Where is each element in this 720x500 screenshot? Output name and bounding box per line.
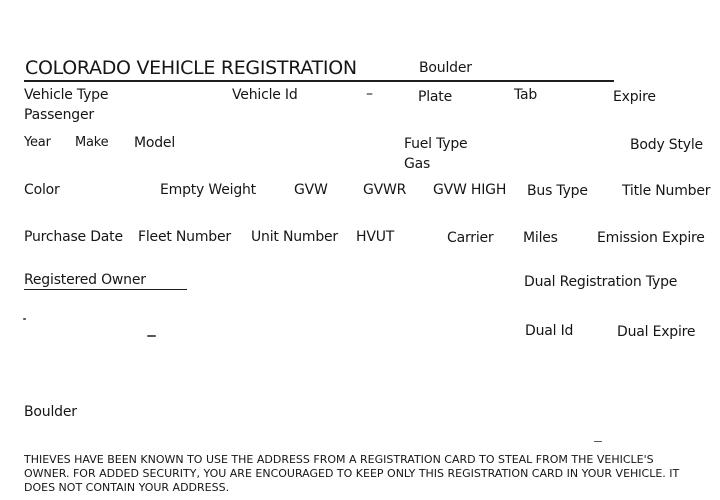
vehicle-id-dash: – <box>366 86 373 102</box>
vehicle-type-label: Vehicle Type <box>24 87 109 103</box>
vehicle-type-value: Passenger <box>24 107 94 123</box>
color-label: Color <box>24 182 60 198</box>
unit-number-label: Unit Number <box>251 229 338 245</box>
security-notice: THIEVES HAVE BEEN KNOWN TO USE THE ADDRESS FROM A REGISTRATION CARD TO STEAL FROM THE VEHICLE'S OWNER. FOR ADDED SECURITY, YOU ARE ENCOURAGED TO KEEP ONLY THIS REGISTRATION CARD IN YOUR VEHICLE. IT DOES NOT CONTAIN YOUR ADDRESS. <box>24 453 680 494</box>
expire-label: Expire <box>613 89 656 105</box>
dual-id-label: Dual Id <box>525 323 574 339</box>
plate-label: Plate <box>418 89 453 105</box>
gvw-high-label: GVW HIGH <box>433 182 507 198</box>
registered-owner-label: Registered Owner <box>24 272 146 288</box>
county-name: Boulder <box>419 60 472 76</box>
scan-mark <box>147 335 156 337</box>
scan-mark <box>594 441 602 442</box>
purchase-date-label: Purchase Date <box>24 229 123 245</box>
bus-type-label: Bus Type <box>527 183 588 199</box>
dual-registration-type-label: Dual Registration Type <box>524 274 678 290</box>
vehicle-id-label: Vehicle Id <box>232 87 298 103</box>
registered-owner-underline <box>24 289 187 290</box>
empty-weight-label: Empty Weight <box>160 182 256 198</box>
title-number-label: Title Number <box>622 183 711 199</box>
dual-expire-label: Dual Expire <box>617 324 696 340</box>
model-label: Model <box>134 135 176 151</box>
body-style-label: Body Style <box>630 137 703 153</box>
form-title: COLORADO VEHICLE REGISTRATION <box>25 57 357 79</box>
footer-county-name: Boulder <box>24 404 77 420</box>
miles-label: Miles <box>523 230 558 246</box>
gvw-label: GVW <box>294 182 328 198</box>
tab-label: Tab <box>514 87 538 103</box>
hvut-label: HVUT <box>356 229 395 245</box>
carrier-label: Carrier <box>447 230 494 246</box>
year-label: Year <box>24 135 51 150</box>
title-underline <box>24 80 614 82</box>
scan-mark <box>23 318 26 320</box>
gvwr-label: GVWR <box>363 182 407 198</box>
emission-expire-label: Emission Expire <box>597 230 705 246</box>
fuel-type-value: Gas <box>404 156 431 172</box>
make-label: Make <box>75 135 109 150</box>
fuel-type-label: Fuel Type <box>404 136 468 152</box>
fleet-number-label: Fleet Number <box>138 229 231 245</box>
